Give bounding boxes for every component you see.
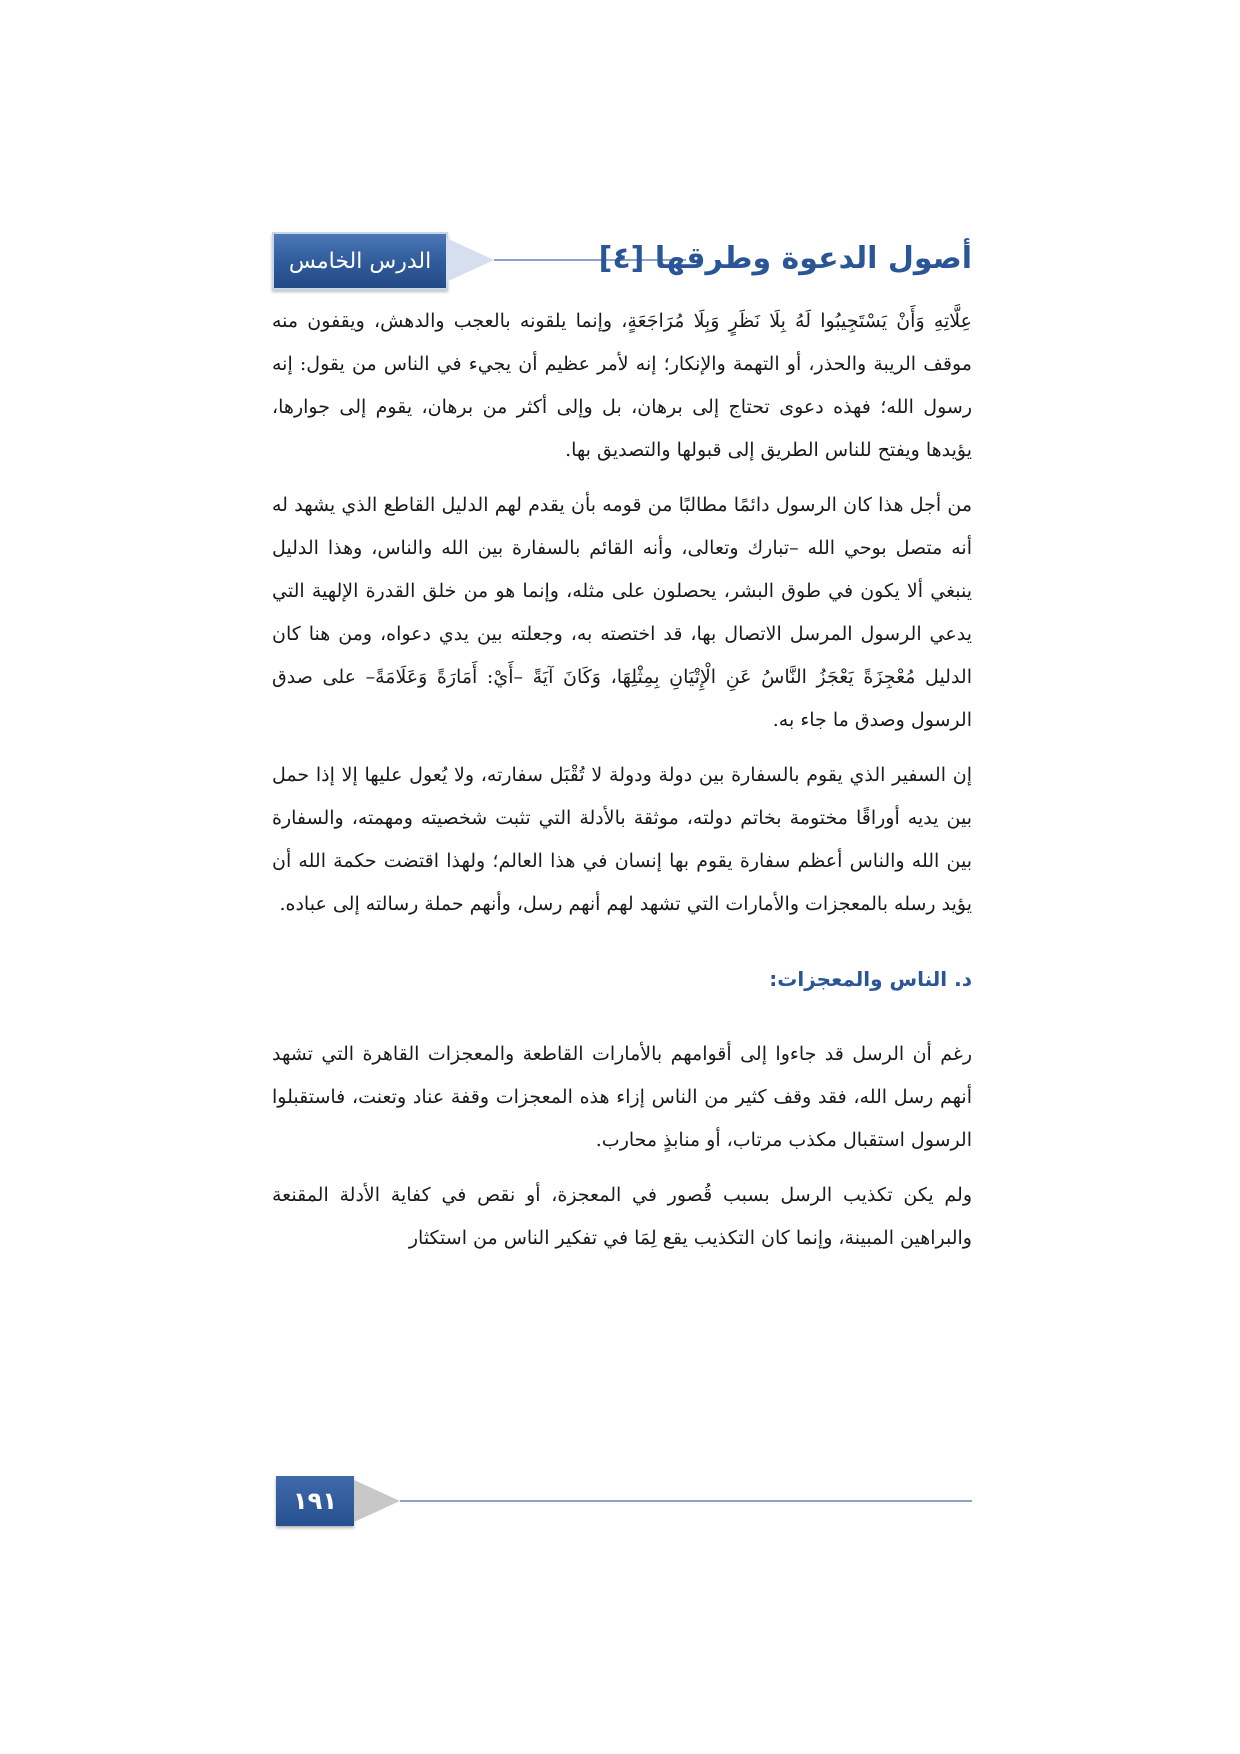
- page-number-box: [276, 1476, 354, 1526]
- paragraph-2-text-after: على صدق الرسول وصدق ما جاء به.: [272, 666, 972, 731]
- paragraph-1: [272, 300, 972, 472]
- quran-quote-2: مُعْجِزَةً يَعْجَزُ النَّاسُ عَنِ الْإِتْيَانِ بِمِثْلِهَا، وَكَانَ آيَةً –أَيْ: أَمَارَةً وَعَلَامَةً–: [365, 666, 916, 688]
- paragraph-3: إن السفير الذي يقوم بالسفارة بين دولة ودولة لا تُقْبَل سفارته، ولا يُعول عليها إلا إذا حمل بين يديه أوراقًا مختومة بخاتم دولته، موثقة بالأدلة التي تثبت شخصيته ومهمته، والسفارة بين الله والناس أعظم سفارة يقوم بها إنسان في هذا العالم؛ ولهذا اقتضت حكمة الله أن يؤيد رسله بالمعجزات والأمارات التي تشهد لهم أنهم رسل، وأنهم حملة رسالته إلى عباده.: [272, 764, 972, 915]
- paragraph-2: [272, 484, 972, 742]
- section-paragraph-2: ولم يكن تكذيب الرسل بسبب قُصور في المعجزة، أو نقص في كفاية الأدلة المقنعة والبراهين المبينة، وإنما كان التكذيب يقع لِمَا في تفكير الناس من استكثار: [272, 1184, 972, 1249]
- section-heading: د. الناس والمعجزات:: [769, 967, 972, 991]
- page-body: [272, 300, 972, 1272]
- lesson-badge-tail: [446, 238, 494, 282]
- section-paragraph-1: رغم أن الرسل قد جاءوا إلى أقوامهم بالأمارات القاطعة والمعجزات القاهرة التي تشهد أنهم رسل الله، فقد وقف كثير من الناس إزاء هذه المعجزات وقفة عناد وتعنت، فاستقبلوا الرسول استقبال مكذب مرتاب، أو منابذٍ محارب.: [272, 1043, 972, 1151]
- book-title: أصول الدعوة وطرقها [٤]: [598, 241, 972, 276]
- page-number: ١٩١: [293, 1487, 337, 1515]
- page-footer: [276, 1476, 972, 1528]
- lesson-label: الدرس الخامس: [288, 248, 432, 274]
- footer-divider: [400, 1500, 972, 1502]
- page-number-tail: [354, 1480, 400, 1522]
- paragraph-1-text: وإنما يلقونه بالعجب والدهش، ويقفون منه موقف الريبة والحذر، أو التهمة والإنكار؛ إنه لأمر عظيم أن يجيء في الناس من يقول: إنه رسول الله؛ فهذه دعوى تحتاج إلى برهان، بل وإلى أكثر من برهان، يقوم إلى جوارها، يؤيدها ويفتح للناس الطريق إلى قبولها والتصديق بها.: [272, 310, 972, 461]
- quran-quote-1: عِلَّاتِهِ وَأَنْ يَسْتَجِيبُوا لَهُ بِلَا نَظَرٍ وَبِلَا مُرَاجَعَةٍ،: [621, 310, 972, 332]
- lesson-badge: [272, 232, 448, 290]
- page-header: [272, 232, 972, 292]
- paragraph-2-text-before: من أجل هذا كان الرسول دائمًا مطالبًا من قومه بأن يقدم لهم الدليل القاطع الذي يشهد له أنه متصل بوحي الله –تبارك وتعالى، وأنه القائم بالسفارة بين الله والناس، وهذا الدليل ينبغي ألا يكون في طوق البشر، يحصلون على مثله، وإنما هو من خلق القدرة الإلهية التي يدعي الرسول المرسل الاتصال بها، قد اختصته به، وجعلته بين يدي دعواه، ومن هنا كان الدليل: [272, 494, 973, 688]
